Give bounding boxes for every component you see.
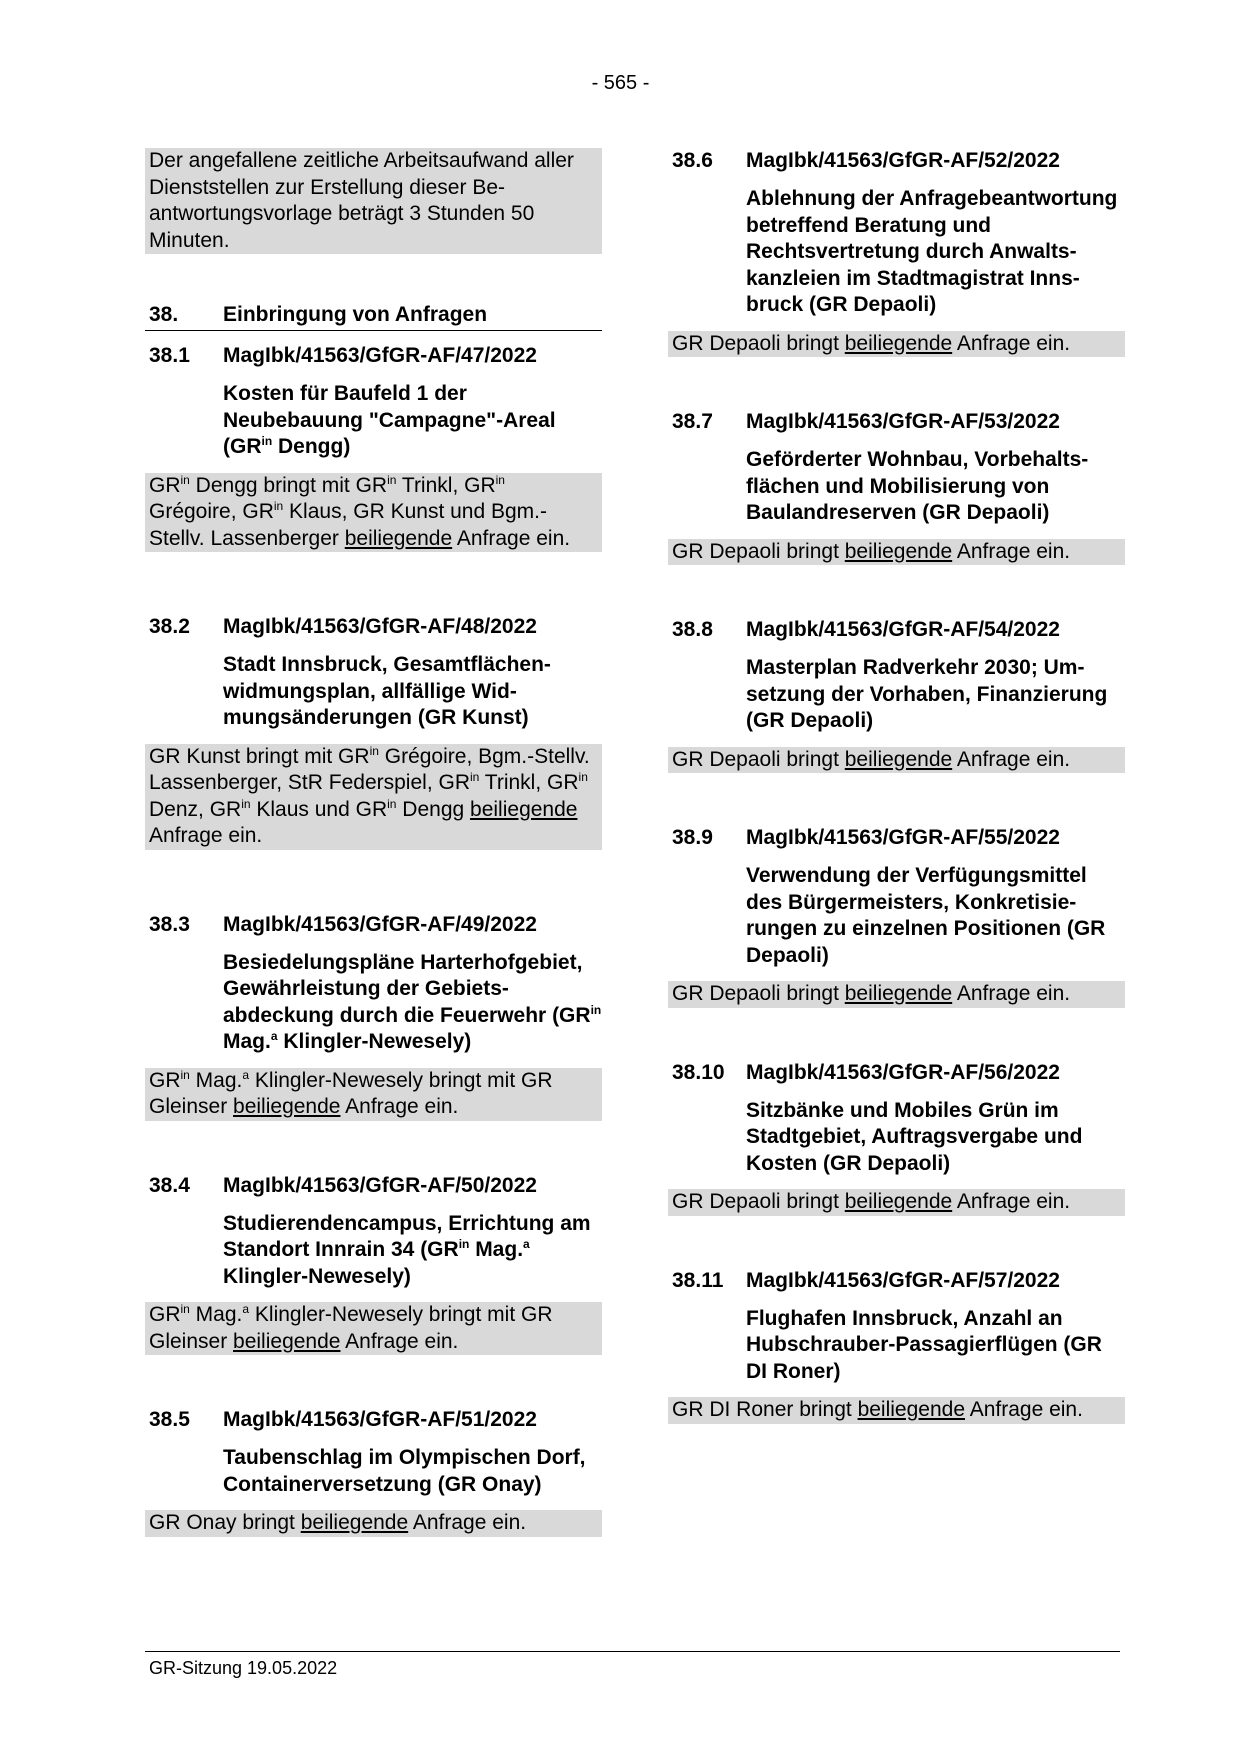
item-heading	[668, 1060, 1125, 1086]
item-subject: Besiedelungspläne Harterhofgebiet, Gewährleistung der Gebietsabdeckung durch die Feuerwehr ($GR^{in}$ Mag.$^a$ Klingler-Newesely)	[223, 950, 602, 1053]
page-number: - 565 -	[591, 72, 650, 94]
item-note: GR Kunst bringt mit $GR^{in}$ Grégoire, Bgm.-Stellv. Lassenberger, StR Federspiel, $GR^{in}$ Trinkl, $GR^{in}$ Denz, $GR^{in}$ Klaus und $GR^{in}$ Dengg beiliegende Anfrage ein.	[145, 744, 602, 850]
item-number: 38.1	[149, 344, 190, 367]
item-note: GR Depaoli bringt beiliegende Anfrage ein.	[668, 747, 1125, 774]
item-subject: Stadt Innsbruck, Gesamtflächenwidmungsplan, allfällige Widmungsänderungen (GR Kunst)	[223, 653, 551, 729]
item-subject: Kosten für Baufeld 1 der Neubebauung "Campagne"-Areal ($GR^{in}$ Dengg)	[223, 382, 556, 458]
item-subject: Taubenschlag im Olympischen Dorf, Containerversetzung (GR Onay)	[223, 1446, 586, 1496]
item-subject: Flughafen Innsbruck, Anzahl an Hubschrauber-Passagierflügen (GR DI Roner)	[746, 1306, 1102, 1383]
item-reference: MagIbk/41563/GfGR-AF/49/2022	[223, 912, 537, 936]
item-heading	[668, 825, 1125, 851]
item-heading	[668, 148, 1125, 174]
item-reference: MagIbk/41563/GfGR-AF/48/2022	[223, 615, 537, 638]
section-heading	[145, 302, 602, 331]
item-heading	[668, 409, 1125, 435]
item-reference: MagIbk/41563/GfGR-AF/51/2022	[223, 1408, 537, 1431]
item-number: 38.11	[672, 1268, 724, 1292]
item-note: GR Depaoli bringt beiliegende Anfrage ein.	[668, 331, 1125, 358]
agenda-item-38-9	[668, 825, 1125, 1008]
item-number: 38.4	[149, 1173, 190, 1197]
item-reference: MagIbk/41563/GfGR-AF/54/2022	[746, 618, 1060, 641]
item-heading	[145, 1407, 602, 1433]
item-number: 38.10	[672, 1060, 725, 1084]
item-subject: Geförderter Wohnbau, Vorbehaltsflächen und Mobilisierung von Baulandreserven (GR Depaoli)	[746, 448, 1089, 524]
agenda-item-38-8	[668, 617, 1125, 773]
left-column	[145, 148, 602, 1599]
right-column	[668, 148, 1125, 1486]
item-number: 38.9	[672, 826, 713, 849]
item-heading	[145, 912, 602, 938]
section-title: Einbringung von Anfragen	[223, 303, 488, 326]
item-number: 38.6	[672, 149, 713, 172]
item-heading	[668, 1268, 1125, 1294]
item-note: GR DI Roner bringt beiliegende Anfrage ein.	[668, 1397, 1125, 1424]
item-subject: Studierendencampus, Errichtung am Standort Innrain 34 ($GR^{in}$ Mag.$^a$ Klingler-Newesely)	[223, 1211, 591, 1288]
item-reference: MagIbk/41563/GfGR-AF/56/2022	[746, 1060, 1060, 1084]
agenda-item-38-1	[145, 343, 602, 552]
agenda-item-38-11	[668, 1268, 1125, 1424]
item-reference: MagIbk/41563/GfGR-AF/52/2022	[746, 149, 1060, 172]
item-number: 38.7	[672, 410, 713, 433]
item-reference: MagIbk/41563/GfGR-AF/47/2022	[223, 344, 537, 367]
item-subject: Ablehnung der Anfragebeantwortung betreffend Beratung und Rechtsvertretung durch Anwaltskanzleien im Stadtmagistrat Innsbruck (GR Depaoli)	[746, 187, 1118, 316]
item-note: GR Depaoli bringt beiliegende Anfrage ein.	[668, 1189, 1125, 1216]
item-reference: MagIbk/41563/GfGR-AF/53/2022	[746, 410, 1060, 433]
item-note: GR Depaoli bringt beiliegende Anfrage ein.	[668, 539, 1125, 566]
agenda-item-38-2	[145, 614, 602, 850]
agenda-item-38-7	[668, 409, 1125, 565]
item-subject: Sitzbänke und Mobiles Grün im Stadtgebiet, Auftragsvergabe und Kosten (GR Depaoli)	[746, 1098, 1083, 1175]
item-heading	[668, 617, 1125, 643]
item-reference: MagIbk/41563/GfGR-AF/50/2022	[223, 1173, 537, 1197]
agenda-item-38-10	[668, 1060, 1125, 1216]
footer-text: GR-Sitzung 19.05.2022	[149, 1658, 338, 1678]
footer-divider	[145, 1651, 1120, 1652]
item-reference: MagIbk/41563/GfGR-AF/57/2022	[746, 1268, 1060, 1292]
item-note: $GR^{in}$ Mag.$^a$ Klingler-Newesely bringt mit GR Gleinser beiliegende Anfrage ein.	[145, 1302, 602, 1355]
item-subject: Masterplan Radverkehr 2030; Umsetzung der Vorhaben, Finanzierung (GR Depaoli)	[746, 656, 1108, 732]
intro-note: Der angefallene zeitliche Arbeitsaufwand aller Dienststellen zur Erstellung dieser Beantwortungsvorlage beträgt 3 Stunden 50 Minuten.	[145, 148, 602, 254]
item-note: $GR^{in}$ Dengg bringt mit $GR^{in}$ Trinkl, $GR^{in}$ Grégoire, $GR^{in}$ Klaus, GR Kunst und Bgm.-Stellv. Lassenberger beiliegende Anfrage ein.	[145, 473, 602, 553]
item-note: $GR^{in}$ Mag.$^a$ Klingler-Newesely bringt mit GR Gleinser beiliegende Anfrage ein.	[145, 1068, 602, 1121]
agenda-item-38-3	[145, 912, 602, 1121]
agenda-item-38-6	[668, 148, 1125, 357]
item-number: 38.3	[149, 912, 190, 936]
item-reference: MagIbk/41563/GfGR-AF/55/2022	[746, 826, 1060, 849]
item-note: GR Depaoli bringt beiliegende Anfrage ein.	[668, 981, 1125, 1008]
item-heading	[145, 614, 602, 640]
item-number: 38.8	[672, 618, 713, 641]
item-note: GR Onay bringt beiliegende Anfrage ein.	[145, 1510, 602, 1537]
item-subject: Verwendung der Verfügungsmittel des Bürgermeisters, Konkretisierungen zu einzelnen Positionen (GR Depaoli)	[746, 864, 1106, 967]
agenda-item-38-5	[145, 1407, 602, 1537]
agenda-item-38-4	[145, 1173, 602, 1356]
item-number: 38.5	[149, 1408, 190, 1431]
item-heading	[145, 1173, 602, 1199]
item-heading	[145, 343, 602, 369]
item-number: 38.2	[149, 615, 190, 638]
section-number: 38.	[149, 303, 179, 326]
